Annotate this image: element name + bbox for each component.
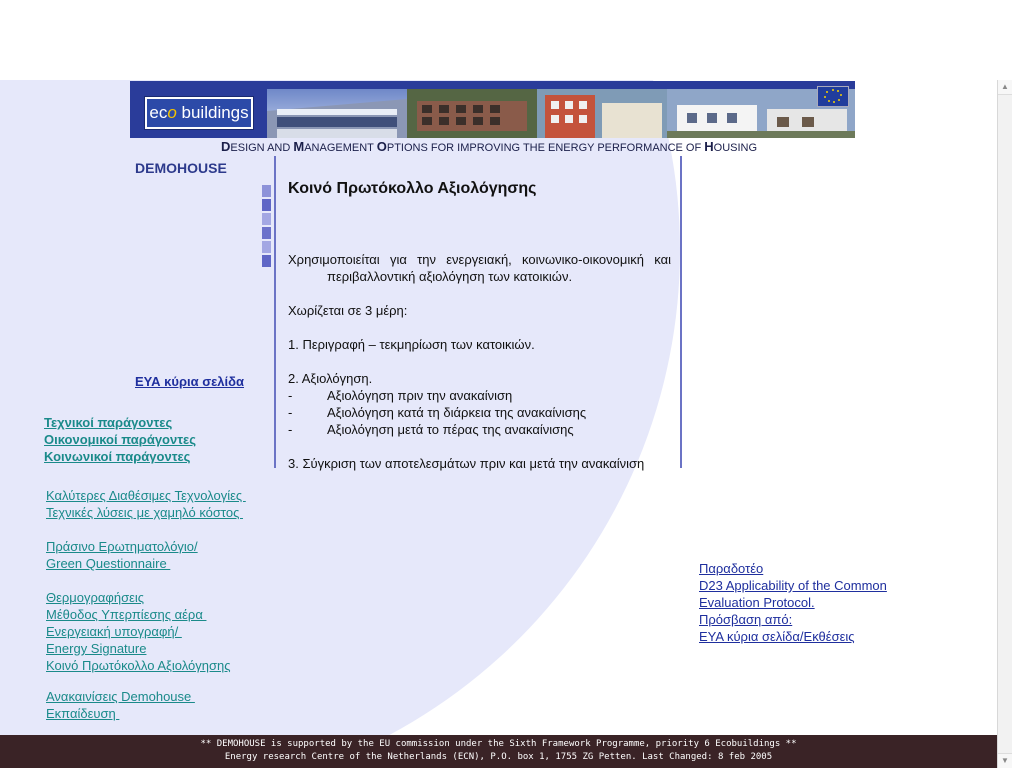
content-divider-left	[274, 156, 276, 468]
nav-link-training[interactable]: Εκπαίδευση	[46, 706, 120, 721]
factors-nav	[44, 414, 196, 465]
deliverable-link[interactable]: Παραδοτέο	[699, 561, 764, 576]
deliverable-links	[699, 560, 887, 645]
sidebar-links	[46, 487, 246, 722]
home-link[interactable]: ΕΥΑ κύρια σελίδα	[135, 374, 245, 389]
header-banner	[130, 81, 855, 138]
nav-link-green-questionnaire[interactable]: Πράσινο Ερωτηματολόγιο/	[46, 539, 198, 554]
intro-text: Χρησιμοποιείται για την ενεργειακή, κοινωνικο-οικονομική και περιβαλλοντική αξιολόγηση των κατοικιών.	[288, 252, 671, 284]
nav-link-thermography[interactable]: Θερμογραφήσεις	[46, 590, 145, 605]
nav-link-low-cost-solutions[interactable]: Τεχνικές λύσεις με χαμηλό κόστος	[46, 505, 243, 520]
deliverable-link[interactable]: Evaluation Protocol.	[699, 595, 815, 610]
part2-item: - Αξιολόγηση μετά το πέρας της ανακαίνισης	[288, 422, 574, 437]
parts-intro-text: Χωρίζεται σε 3 μέρη:	[288, 303, 408, 318]
nav-link-social-factors[interactable]: Κοινωνικοί παράγοντες	[44, 449, 191, 464]
nav-link-demohouse-renovations[interactable]: Ανακαινίσεις Demohouse	[46, 689, 195, 704]
nav-link-economic-factors[interactable]: Οικονομικοί παράγοντες	[44, 432, 196, 447]
part3-text: 3. Σύγκριση των αποτελεσμάτων πριν και μετά την ανακαίνιση	[288, 456, 645, 471]
content-divider-right	[680, 156, 682, 468]
nav-link-energy-signature-en[interactable]: Energy Signature	[46, 641, 147, 656]
vertical-scrollbar[interactable]	[997, 80, 1012, 768]
site-tagline: DESIGN AND MANAGEMENT OPTIONS FOR IMPROVING THE ENERGY PERFORMANCE OF HOUSING	[221, 139, 758, 154]
part2-text: 2. Αξιολόγηση.	[288, 371, 373, 386]
part2-item: - Αξιολόγηση κατά τη διάρκεια της ανακαίνισης	[288, 405, 587, 420]
part1-text: 1. Περιγραφή – τεκμηρίωση των κατοικιών.	[288, 337, 535, 352]
eu-flag-icon	[817, 86, 849, 107]
access-link[interactable]: ΕΥΑ κύρια σελίδα/Εκθέσεις	[699, 629, 855, 644]
access-link[interactable]: Πρόσβαση από:	[699, 612, 793, 627]
nav-link-common-evaluation-protocol[interactable]: Κοινό Πρωτόκολλο Αξιολόγησης	[46, 658, 231, 673]
decorative-blocks	[262, 185, 271, 269]
ecobuildings-logo[interactable]: eco buildings	[145, 97, 253, 129]
page-footer	[0, 735, 997, 768]
header-photos	[267, 81, 855, 138]
part2-item: - Αξιολόγηση πριν την ανακαίνιση	[288, 388, 513, 403]
page-title: Κοινό Πρωτόκολλο Αξιολόγησης	[288, 180, 537, 197]
footer-line-1: ** DEMOHOUSE is supported by the EU commission under the Sixth Framework Programme, priority 6 Ecobuildings **	[200, 739, 797, 749]
scroll-down-arrow-icon[interactable]: ▼	[998, 753, 1012, 768]
deliverable-link[interactable]: D23 Applicability of the Common	[699, 578, 887, 593]
building-photos-image	[267, 81, 855, 138]
nav-link-green-questionnaire-en[interactable]: Green Questionnaire	[46, 556, 171, 571]
sidebar-section-title: DEMOHOUSE	[135, 160, 227, 176]
nav-link-energy-signature[interactable]: Ενεργειακή υπογραφή/	[46, 624, 182, 639]
scroll-up-arrow-icon[interactable]: ▲	[998, 80, 1012, 95]
nav-link-best-technologies[interactable]: Καλύτερες Διαθέσιμες Τεχνολογίες	[46, 488, 246, 503]
nav-link-technical-factors[interactable]: Τεχνικοί παράγοντες	[44, 415, 173, 430]
nav-link-air-pressure-method[interactable]: Μέθοδος Υπερπίεσης αέρα	[46, 607, 207, 622]
main-content	[288, 180, 671, 472]
footer-line-2: Energy research Centre of the Netherlands (ECN), P.O. box 1, 1755 ZG Petten. Last Changed: 8 feb 2005	[224, 752, 773, 762]
